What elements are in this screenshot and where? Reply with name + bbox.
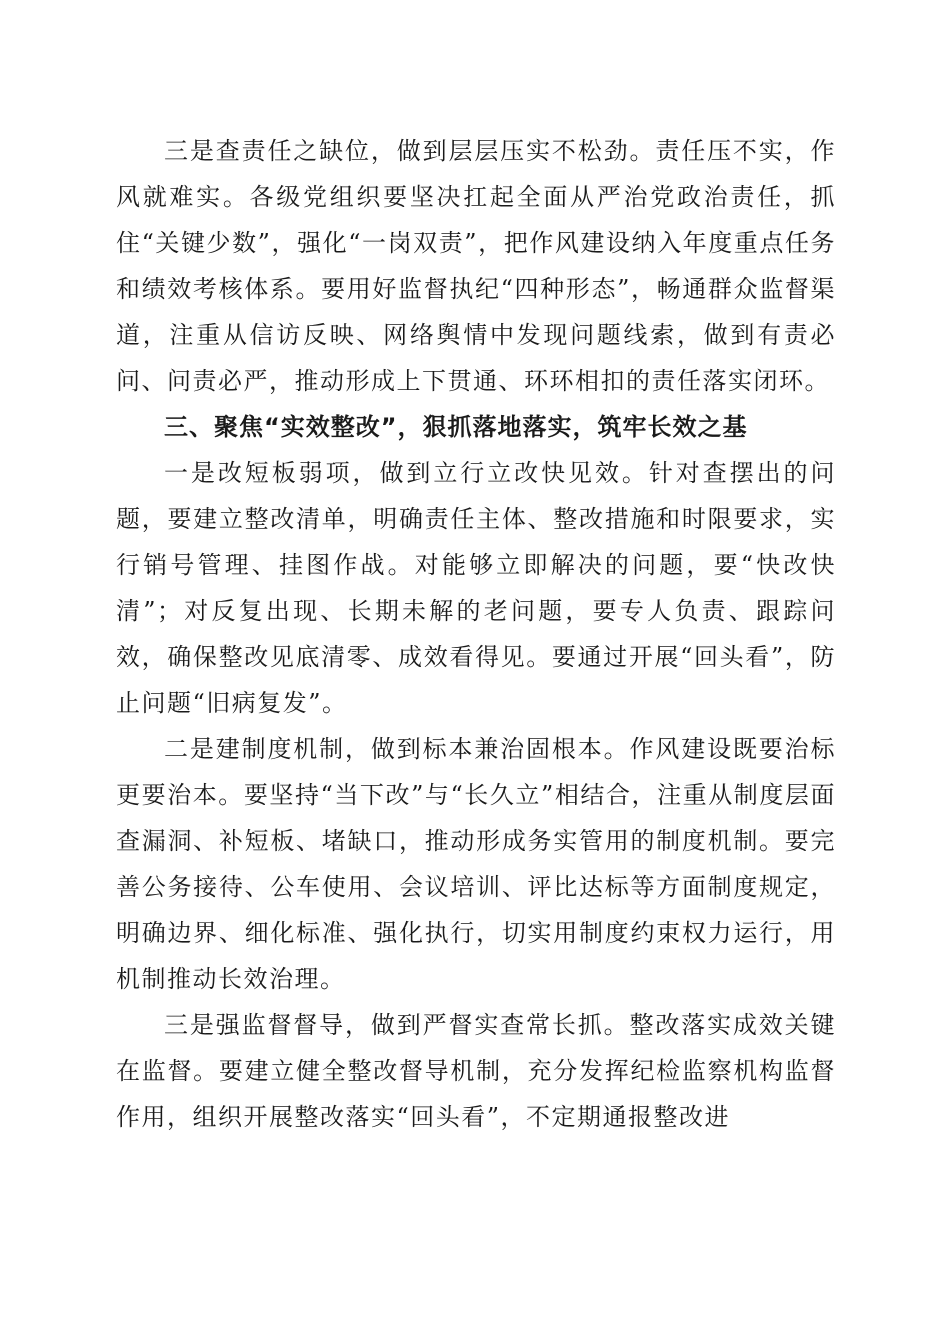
- paragraph-shortcomings: [116, 450, 836, 726]
- section-heading: 三、聚焦“实效整改”，狠抓落地落实，筑牢长效之基: [164, 413, 748, 441]
- paragraph-lead: 三是强监督督导，做到严督实查常长抓。: [164, 1011, 630, 1039]
- paragraph-lead: 一是改短板弱项，做到立行立改快见效。: [164, 459, 649, 487]
- document-body: [116, 128, 836, 1140]
- paragraph-text: 作风建设既要治标更要治本。要坚持“当下改”与“长久立”相结合，注重从制度层面查漏洞、补短板、堵缺口，推动形成务实管用的制度机制。要完善公务接待、公车使用、会议培训、评比达标等方面制度规定，明确边界、细化标准、强化执行，切实用制度约束权力运行，用机制推动长效治理。: [116, 735, 837, 993]
- paragraph-responsibility: [116, 128, 836, 404]
- paragraph-text: 责任压不实，作风就难实。各级党组织要坚决扛起全面从严治党政治责任，抓住“关键少数”，强化“一岗双责”，把作风建设纳入年度重点任务和绩效考核体系。要用好监督执纪“四种形态”，畅通群众监督渠道，注重从信访反映、网络舆情中发现问题线索，做到有责必问、问责必严，推动形成上下贯通、环环相扣的责任落实闭环。: [116, 137, 837, 395]
- paragraph-text: 整改落实成效关键在监督。要建立健全整改督导机制，充分发挥纪检监察机构监督作用，组织开展整改落实“回头看”，不定期通报整改进: [116, 1011, 837, 1131]
- paragraph-lead: 三是查责任之缺位，做到层层压实不松劲。: [164, 137, 656, 165]
- paragraph-supervision: [116, 1002, 836, 1140]
- paragraph-text: 针对查摆出的问题，要建立整改清单，明确责任主体、整改措施和时限要求，实行销号管理、挂图作战。对能够立即解决的问题，要“快改快清”；对反复出现、长期未解的老问题，要专人负责、跟踪问效，确保整改见底清零、成效看得见。要通过开展“回头看”，防止问题“旧病复发”。: [116, 459, 836, 717]
- paragraph-institutions: [116, 726, 836, 1002]
- paragraph-lead: 二是建制度机制，做到标本兼治固根本。: [164, 735, 630, 763]
